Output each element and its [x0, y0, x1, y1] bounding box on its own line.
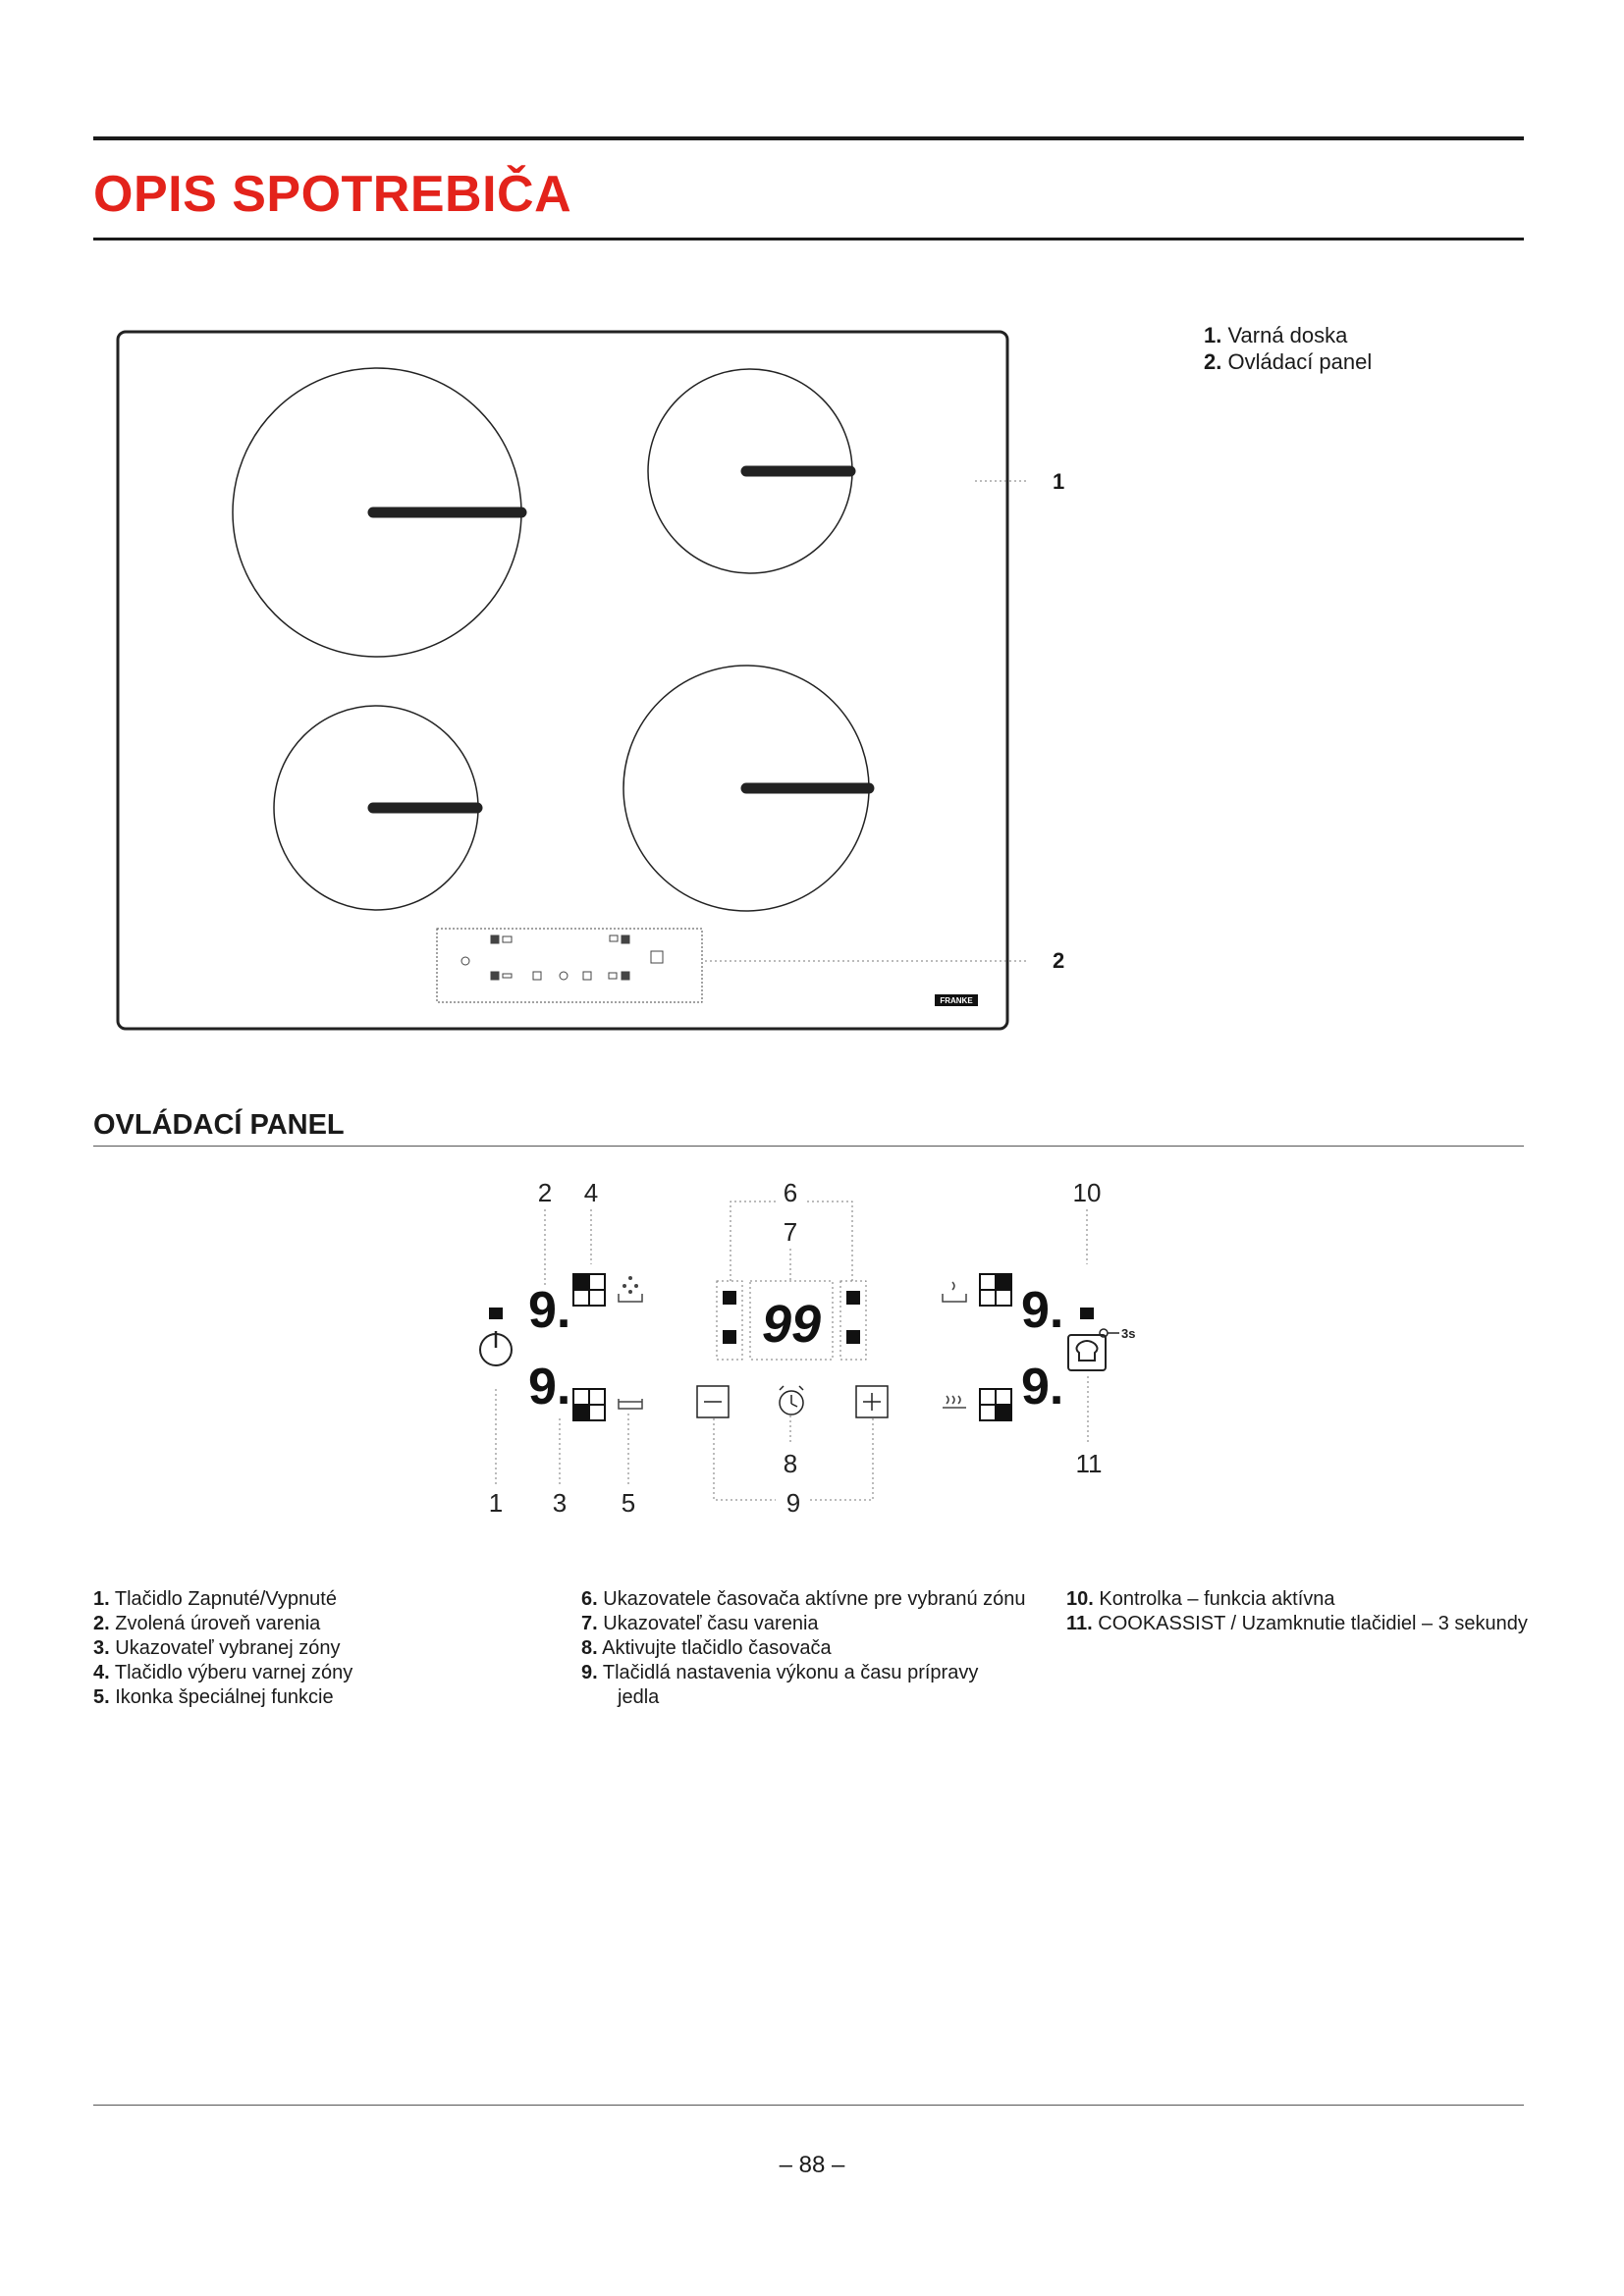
description-item: 5. Ikonka špeciálnej funkcie [93, 1686, 334, 1708]
label-8: 8 [783, 1449, 798, 1478]
page-title: OPIS SPOTREBIČA [93, 166, 572, 223]
description-col-1 [93, 1587, 352, 1710]
cooking-zone-rear-left [233, 368, 521, 657]
description-item: 8. Aktivujte tlačidlo časovača [581, 1637, 832, 1659]
label-10: 10 [1072, 1178, 1102, 1207]
section-rule [93, 1146, 1524, 1147]
zone-select-icon[interactable] [980, 1389, 1011, 1420]
callout-2: 2 [1053, 948, 1065, 973]
label-6: 6 [783, 1178, 798, 1207]
label-2: 2 [537, 1178, 553, 1207]
lock-hold-label: 3s [1121, 1326, 1136, 1341]
label-7: 7 [783, 1217, 798, 1247]
boost-icon [619, 1276, 642, 1302]
hob-diagram [0, 0, 1624, 1060]
timer-indicator-left [717, 1281, 742, 1360]
section-heading: OVLÁDACÍ PANEL [93, 1109, 345, 1141]
description-item: 10. Kontrolka – funkcia aktívna [1066, 1588, 1335, 1610]
cooking-zone-rear-right [648, 369, 852, 573]
appliance-legend [1204, 322, 1372, 375]
cookassist-icon[interactable] [1068, 1335, 1106, 1370]
description-item: 2. Zvolená úroveň varenia [93, 1613, 321, 1634]
special-function-icon [619, 1399, 642, 1409]
legend-item: 2. Ovládací panel [1204, 349, 1373, 374]
label-9: 9 [785, 1488, 801, 1518]
keep-warm-icon [943, 1396, 966, 1408]
mini-control-panel [437, 929, 702, 1002]
zone-indicator-left [489, 1308, 503, 1319]
level-display-left-top: 9. [528, 1282, 571, 1339]
minus-icon[interactable] [697, 1386, 729, 1417]
level-display-right-top: 9. [1021, 1282, 1064, 1339]
description-item: 3. Ukazovateľ vybranej zóny [93, 1637, 341, 1659]
page-number: – 88 – [779, 2152, 845, 2178]
description-item-continued: jedla [618, 1686, 660, 1708]
description-col-2 [581, 1587, 1026, 1710]
description-item: 9. Tlačidlá nastavenia výkonu a času prípravy [581, 1662, 979, 1683]
description-item: 6. Ukazovatele časovača aktívne pre vybranú zónu [581, 1588, 1026, 1610]
footer-rule [93, 2105, 1524, 2106]
description-item: 11. COOKASSIST / Uzamknutie tlačidiel – 3 sekundy [1066, 1613, 1528, 1634]
zone-select-icon[interactable] [573, 1274, 605, 1306]
plus-icon[interactable] [856, 1386, 888, 1417]
zone-select-icon[interactable] [980, 1274, 1011, 1306]
description-item: 4. Tlačidlo výberu varnej zóny [93, 1662, 353, 1683]
label-1: 1 [488, 1488, 504, 1518]
description-item: 7. Ukazovateľ času varenia [581, 1613, 819, 1634]
level-display-right-bottom: 9. [1021, 1359, 1064, 1415]
hob-outline [118, 332, 1007, 1029]
label-4: 4 [583, 1178, 599, 1207]
label-5: 5 [621, 1488, 636, 1518]
zone-select-icon[interactable] [573, 1389, 605, 1420]
timer-display: 99 [761, 1295, 822, 1354]
control-panel-diagram [0, 1158, 1624, 1551]
cooking-zone-front-left [274, 706, 478, 910]
function-active-indicator [1080, 1308, 1094, 1319]
level-display-left-bottom: 9. [528, 1359, 571, 1415]
timer-indicator-right [840, 1281, 866, 1360]
warm-icon [943, 1282, 966, 1302]
callout-1: 1 [1053, 469, 1065, 494]
legend-item: 1. Varná doska [1204, 323, 1348, 347]
description-item: 1. Tlačidlo Zapnuté/Vypnuté [93, 1588, 337, 1610]
description-col-3 [1066, 1587, 1528, 1636]
label-3: 3 [552, 1488, 568, 1518]
timer-icon[interactable] [780, 1386, 803, 1415]
brand-label: FRANKE [940, 996, 973, 1005]
cooking-zone-front-right [623, 666, 869, 911]
label-11: 11 [1075, 1449, 1103, 1478]
